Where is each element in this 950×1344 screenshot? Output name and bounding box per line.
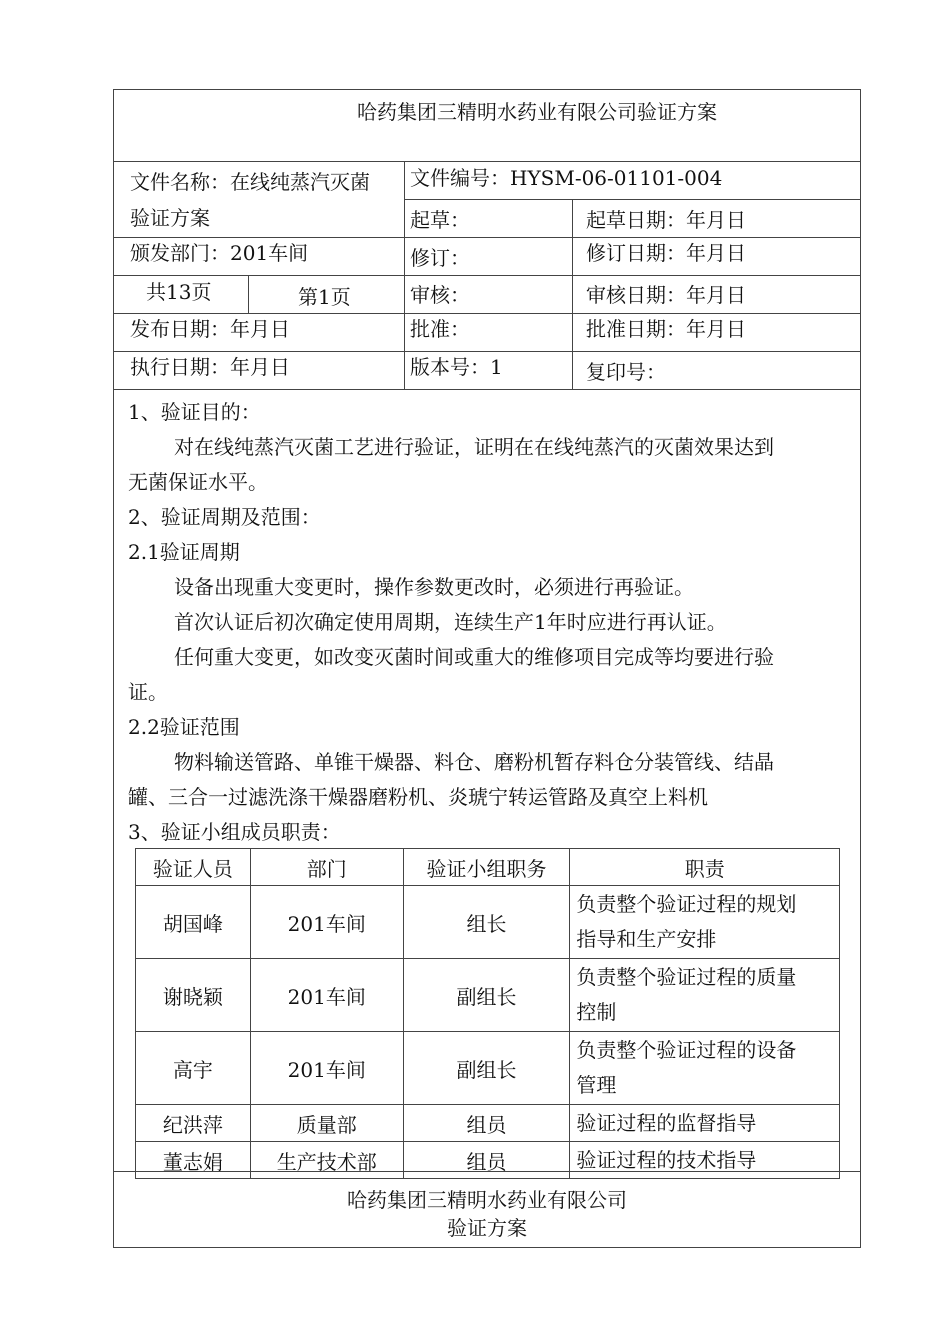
duty-line: 控制: [576, 1000, 617, 1024]
review-date: 审核日期：年月日: [586, 283, 746, 307]
section-1-title: 1、验证目的：: [128, 400, 261, 424]
section-2-title: 2、验证周期及范围：: [128, 505, 321, 529]
column-header: 职责: [570, 849, 840, 886]
table-row: [136, 886, 840, 959]
draft-label: 起草：: [410, 208, 470, 232]
approve-label: 批准：: [410, 317, 470, 341]
revise-label: 修订：: [410, 246, 470, 270]
issuing-dept: 颁发部门：201车间: [130, 241, 309, 265]
section-2-1-text-3-cont: 证。: [128, 680, 168, 704]
rule: [404, 161, 405, 389]
member-role: 副组长: [403, 959, 570, 1032]
draft-date: 起草日期：年月日: [586, 208, 746, 232]
section-1-text: 对在线纯蒸汽灭菌工艺进行验证，证明在在线纯蒸汽的灭菌效果达到: [174, 435, 774, 459]
footer-subtitle: 验证方案: [447, 1216, 527, 1240]
section-2-1-text-1: 设备出现重大变更时，操作参数更改时，必须进行再验证。: [174, 575, 694, 599]
rule: [114, 161, 860, 162]
footer-rule: [114, 1171, 860, 1172]
section-3-title: 3、验证小组成员职责：: [128, 820, 341, 844]
member-duty: 验证过程的技术指导: [570, 1142, 840, 1179]
member-name: 纪洪萍: [136, 1105, 251, 1142]
duty-line: 管理: [576, 1073, 617, 1097]
rule: [404, 199, 860, 200]
doc-number: 文件编号：HYSM-06-01101-004: [410, 166, 723, 190]
approve-date: 批准日期：年月日: [586, 317, 746, 341]
member-name: 谢晓颖: [136, 959, 251, 1032]
table-header-row: [136, 849, 840, 886]
rule: [114, 351, 860, 352]
member-duty: 验证过程的监督指导: [570, 1105, 840, 1142]
member-name: 高宇: [136, 1032, 251, 1105]
member-dept: 201车间: [250, 959, 403, 1032]
member-name: 胡国峰: [136, 886, 251, 959]
rule: [114, 275, 860, 276]
rule: [114, 237, 860, 238]
member-duty: [570, 959, 840, 1032]
member-role: 组员: [403, 1142, 570, 1179]
column-header: 验证小组职务: [403, 849, 570, 886]
member-duty: [570, 886, 840, 959]
doc-name-cont: 验证方案: [130, 206, 210, 230]
member-dept: 201车间: [250, 886, 403, 959]
publish-date: 发布日期：年月日: [130, 317, 290, 341]
rule: [114, 313, 860, 314]
member-role: 副组长: [403, 1032, 570, 1105]
member-role: 组长: [403, 886, 570, 959]
document-page: [113, 89, 861, 1248]
column-header: 验证人员: [136, 849, 251, 886]
section-2-1-text-3: 任何重大变更，如改变灭菌时间或重大的维修项目完成等均要进行验: [174, 645, 774, 669]
table-row: [136, 1142, 840, 1179]
rule: [114, 389, 860, 390]
column-header: 部门: [250, 849, 403, 886]
duty-line: 负责整个验证过程的规划: [576, 892, 797, 916]
section-2-2-title: 2.2验证范围: [128, 715, 240, 739]
member-role: 组员: [403, 1105, 570, 1142]
doc-name: 文件名称：在线纯蒸汽灭菌: [130, 170, 370, 194]
member-dept: 生产技术部: [250, 1142, 403, 1179]
section-2-2-text-cont: 罐、三合一过滤洗涤干燥器磨粉机、炎琥宁转运管路及真空上料机: [128, 785, 708, 809]
version-number: 版本号：1: [410, 355, 503, 379]
rule: [248, 275, 249, 313]
table-row: [136, 1105, 840, 1142]
member-dept: 201车间: [250, 1032, 403, 1105]
revise-date: 修订日期：年月日: [586, 241, 746, 265]
members-table: [135, 848, 840, 1179]
section-2-1-text-2: 首次认证后初次确定使用周期，连续生产1年时应进行再认证。: [174, 610, 727, 634]
table-row: [136, 959, 840, 1032]
execute-date: 执行日期：年月日: [130, 355, 290, 379]
member-duty: [570, 1032, 840, 1105]
section-2-2-text: 物料输送管路、单锥干燥器、料仓、磨粉机暂存料仓分装管线、结晶: [174, 750, 774, 774]
footer-company: 哈药集团三精明水药业有限公司: [347, 1188, 627, 1212]
section-2-1-title: 2.1验证周期: [128, 540, 240, 564]
review-label: 审核：: [410, 283, 470, 307]
total-pages: 共13页: [146, 280, 212, 304]
company-title: 哈药集团三精明水药业有限公司验证方案: [357, 100, 717, 124]
copy-number: 复印号：: [586, 360, 666, 384]
member-dept: 质量部: [250, 1105, 403, 1142]
duty-line: 指导和生产安排: [576, 927, 717, 951]
duty-line: 负责整个验证过程的质量: [576, 965, 797, 989]
member-name: 董志娟: [136, 1142, 251, 1179]
duty-line: 负责整个验证过程的设备: [576, 1038, 797, 1062]
section-1-text-cont: 无菌保证水平。: [128, 470, 268, 494]
table-row: [136, 1032, 840, 1105]
rule: [572, 199, 573, 389]
page-number: 第1页: [298, 285, 351, 309]
